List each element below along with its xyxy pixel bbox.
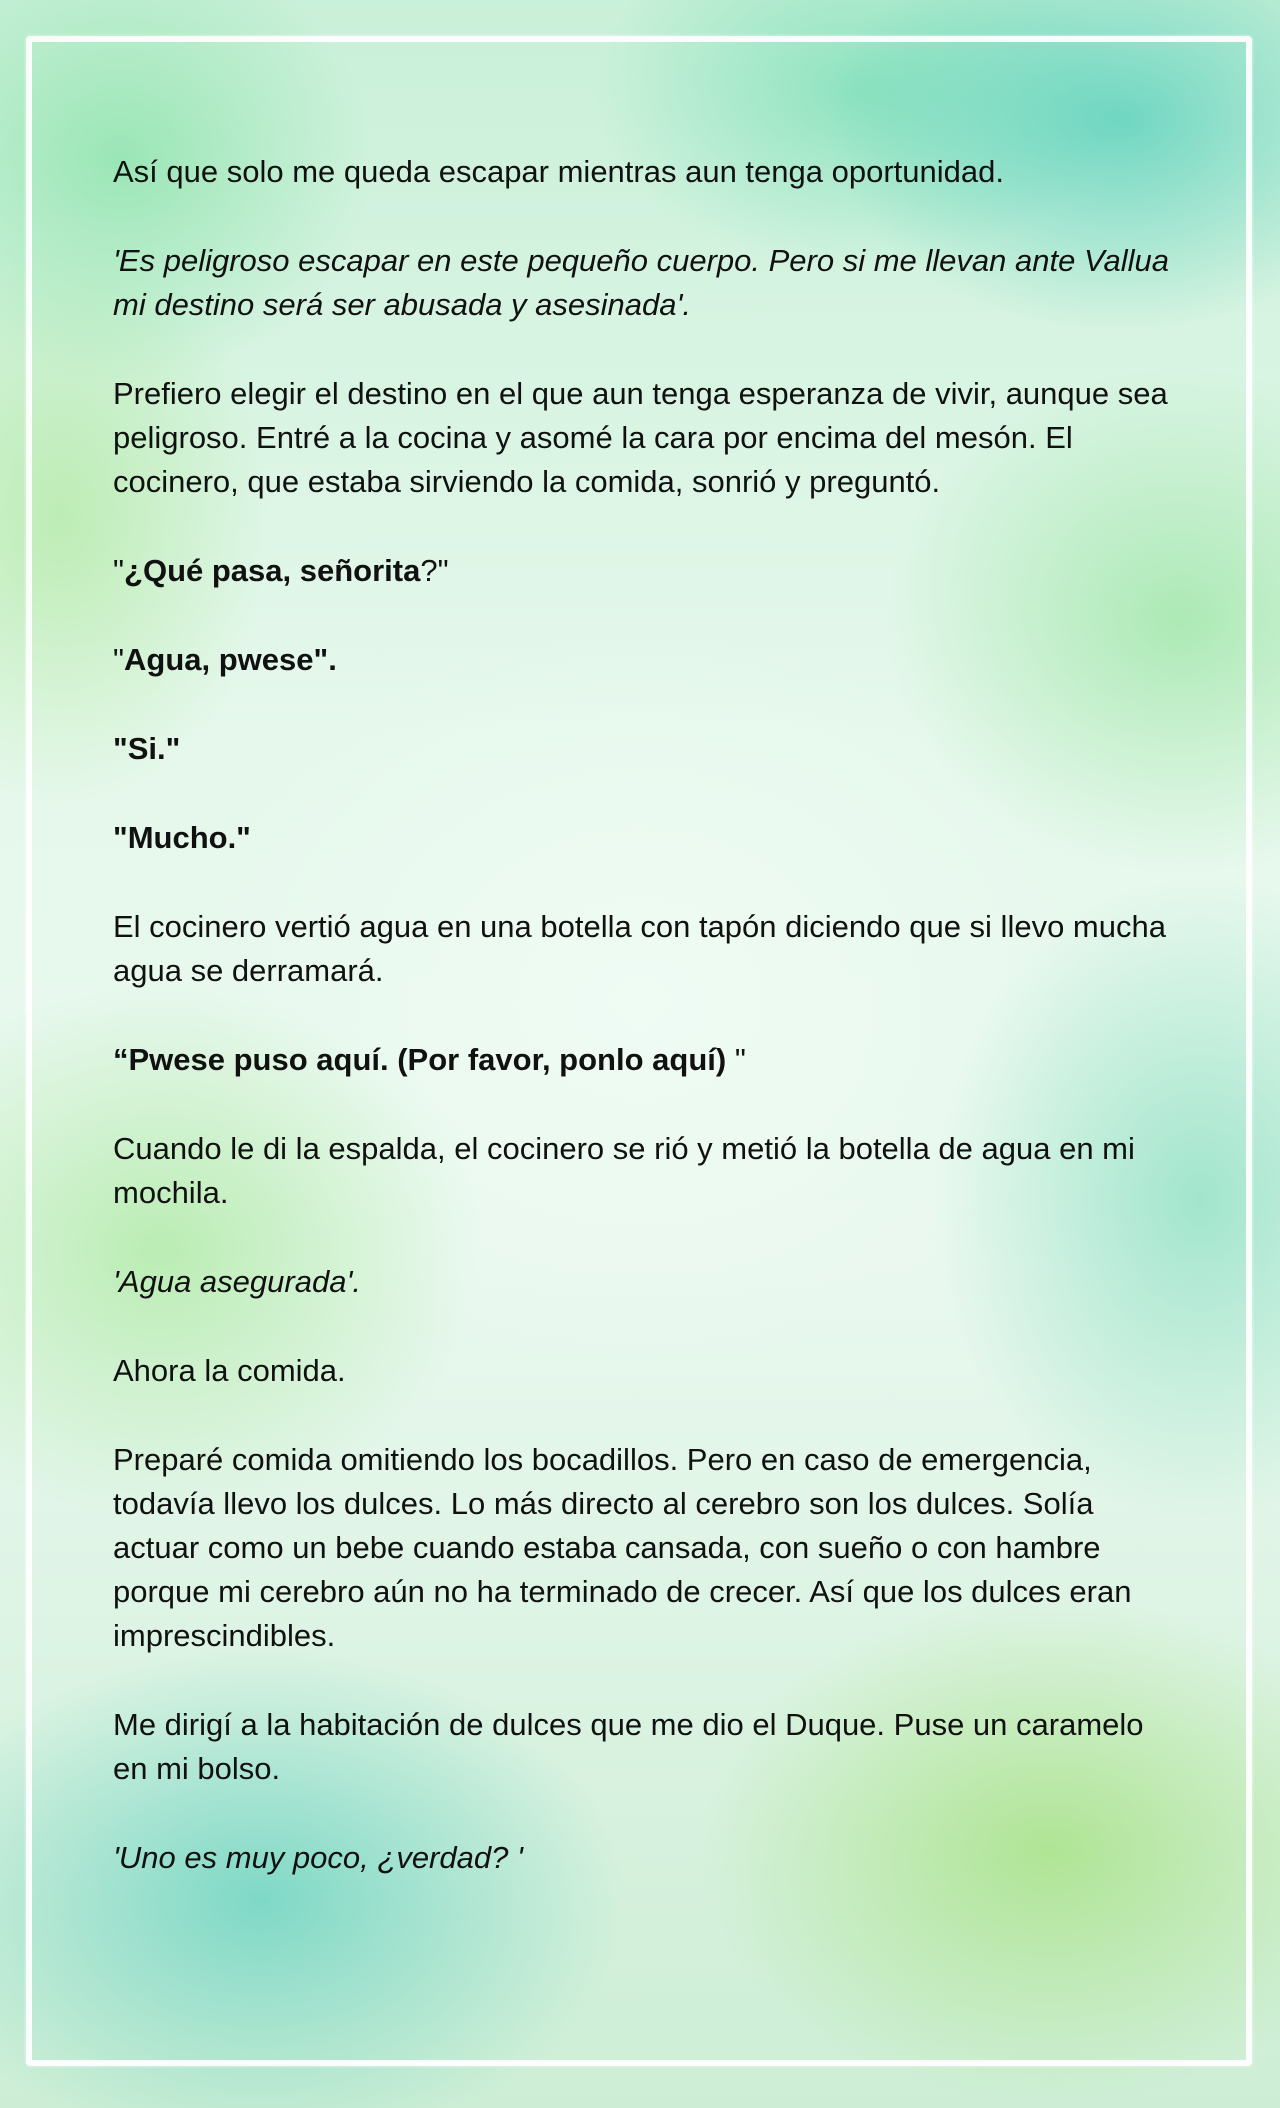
paragraph: Así que solo me queda escapar mientras aun tenga oportunidad.	[113, 154, 1004, 189]
dialogue-line: "Mucho."	[113, 820, 251, 855]
quote-mark: ?"	[420, 553, 449, 588]
quote-mark: "	[726, 1042, 746, 1077]
paragraph: Prefiero elegir el destino en el que aun tenga esperanza de vivir, aunque sea peligroso. Entré a la cocina y asomé la cara por encima del mesón. El cocinero, que estaba sirviendo la comida, sonrió y preguntó.	[113, 376, 1168, 499]
thought-paragraph: 'Uno es muy poco, ¿verdad? '	[113, 1840, 523, 1875]
dialogue-line	[113, 638, 1173, 682]
quote-mark: "	[113, 553, 125, 588]
dialogue-text: Agua, pwese".	[124, 642, 337, 677]
thought-paragraph: 'Es peligroso escapar en este pequeño cuerpo. Pero si me llevan ante Vallua mi destino será ser abusada y asesinada'.	[113, 243, 1169, 322]
dialogue-line: "Si."	[113, 731, 181, 766]
paragraph: Ahora la comida.	[113, 1353, 346, 1388]
quote-mark: "	[113, 642, 125, 677]
dialogue-text: ¿Qué pasa, señorita	[124, 553, 421, 588]
paragraph: Preparé comida omitiendo los bocadillos. Pero en caso de emergencia, todavía llevo los dulces. Lo más directo al cerebro son los dulces. Solía actuar como un bebe cuando estaba cansada, con sueño o con hambre porque mi cerebro aún no ha terminado de crecer. Así que los dulces eran imprescindibles.	[113, 1442, 1132, 1653]
paragraph: Me dirigí a la habitación de dulces que me dio el Duque. Puse un caramelo en mi bolso.	[113, 1707, 1144, 1786]
dialogue-line	[113, 549, 1173, 593]
story-text	[113, 150, 1173, 1925]
thought-paragraph: 'Agua asegurada'.	[113, 1264, 361, 1299]
paragraph: Cuando le di la espalda, el cocinero se rió y metió la botella de agua en mi mochila.	[113, 1131, 1135, 1210]
dialogue-line	[113, 1038, 1173, 1082]
dialogue-text: “Pwese puso aquí. (Por favor, ponlo aquí)	[113, 1042, 727, 1077]
paragraph: El cocinero vertió agua en una botella con tapón diciendo que si llevo mucha agua se derramará.	[113, 909, 1166, 988]
